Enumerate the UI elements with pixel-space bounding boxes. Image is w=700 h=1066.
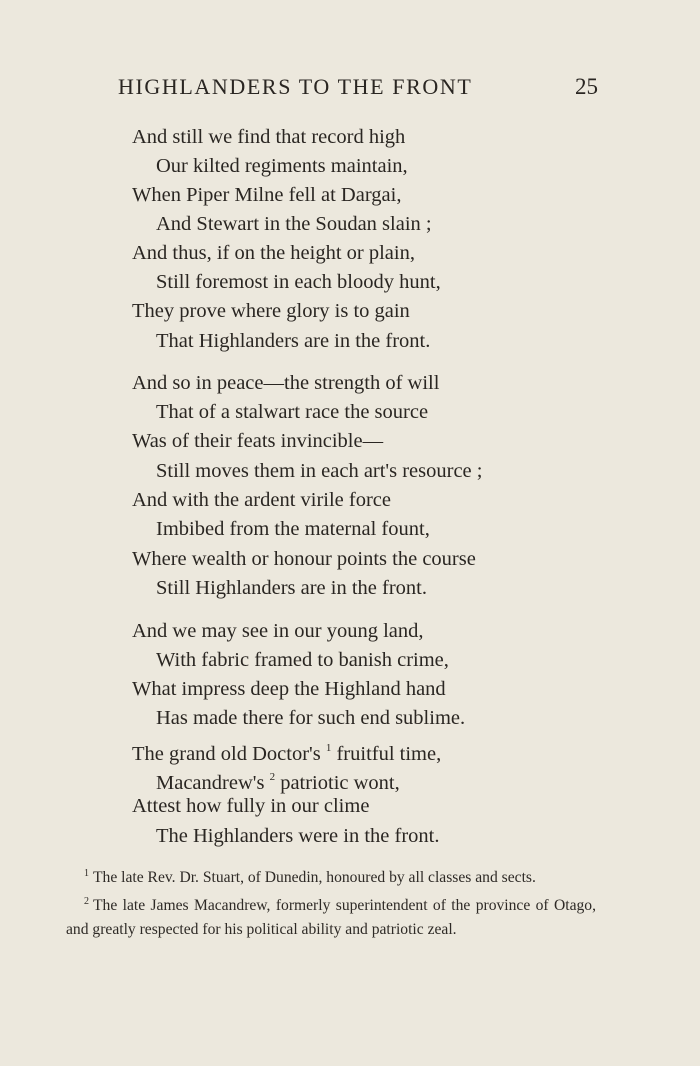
poem-line: Was of their feats invincible— xyxy=(132,430,384,452)
poem-line: That of a stalwart race the source xyxy=(156,401,429,423)
poem-line: And with the ardent virile force xyxy=(132,489,392,511)
poem-line: Our kilted regiments maintain, xyxy=(156,155,408,177)
footnote-1 xyxy=(66,862,596,890)
poem-line: Where wealth or honour points the course xyxy=(132,548,476,570)
footnote-text: The late Rev. Dr. Stuart, of Dunedin, honoured by all classes and sects. xyxy=(93,869,536,886)
poem-line: And thus, if on the height or plain, xyxy=(132,242,415,264)
poem-line-tail: fruitful time, xyxy=(331,743,442,765)
poem-line: Has made there for such end sublime. xyxy=(156,707,466,729)
footnote-mark: 2 xyxy=(84,896,89,907)
running-head xyxy=(118,74,598,104)
poem-line: And Stewart in the Soudan slain ; xyxy=(156,213,432,235)
footnote-ref-2[interactable]: 2 xyxy=(269,771,276,783)
poem-line: And so in peace—the strength of will xyxy=(132,372,440,394)
poem-line: The Highlanders were in the front. xyxy=(156,825,440,847)
footnote-2 xyxy=(66,890,596,942)
poem-line: When Piper Milne fell at Dargai, xyxy=(132,184,402,206)
poem-line-with-footnote-ref xyxy=(156,765,400,795)
poem-line: Still Highlanders are in the front. xyxy=(156,577,427,599)
running-head-title: HIGHLANDERS TO THE FRONT xyxy=(118,74,473,99)
poem-line: What impress deep the Highland hand xyxy=(132,678,446,700)
poem-line-with-footnote-ref xyxy=(132,736,441,766)
footnotes xyxy=(66,862,596,942)
page-number: 25 xyxy=(575,74,598,99)
poem-line: With fabric framed to banish crime, xyxy=(156,649,449,671)
poem-line: Attest how fully in our clime xyxy=(132,795,370,817)
poem-line: That Highlanders are in the front. xyxy=(156,330,431,352)
poem-line-text: The grand old Doctor's xyxy=(132,743,321,765)
poem-line: Still moves them in each art's resource ; xyxy=(156,460,483,482)
footnote-text: The late James Macandrew, formerly superintendent of the province of Otago, and greatly respected for his political ability and patriotic zeal. xyxy=(66,897,596,938)
poem-line: Imbibed from the maternal fount, xyxy=(156,518,430,540)
footnote-ref-1[interactable]: 1 xyxy=(325,742,332,754)
poem-line: Still foremost in each bloody hunt, xyxy=(156,271,441,293)
poem-line: And still we find that record high xyxy=(132,126,406,148)
footnote-mark: 1 xyxy=(84,868,89,879)
poem-line-tail: patriotic wont, xyxy=(275,772,400,794)
poem-line-text: Macandrew's xyxy=(156,772,265,794)
poem-line: They prove where glory is to gain xyxy=(132,300,410,322)
poem-line: And we may see in our young land, xyxy=(132,620,424,642)
